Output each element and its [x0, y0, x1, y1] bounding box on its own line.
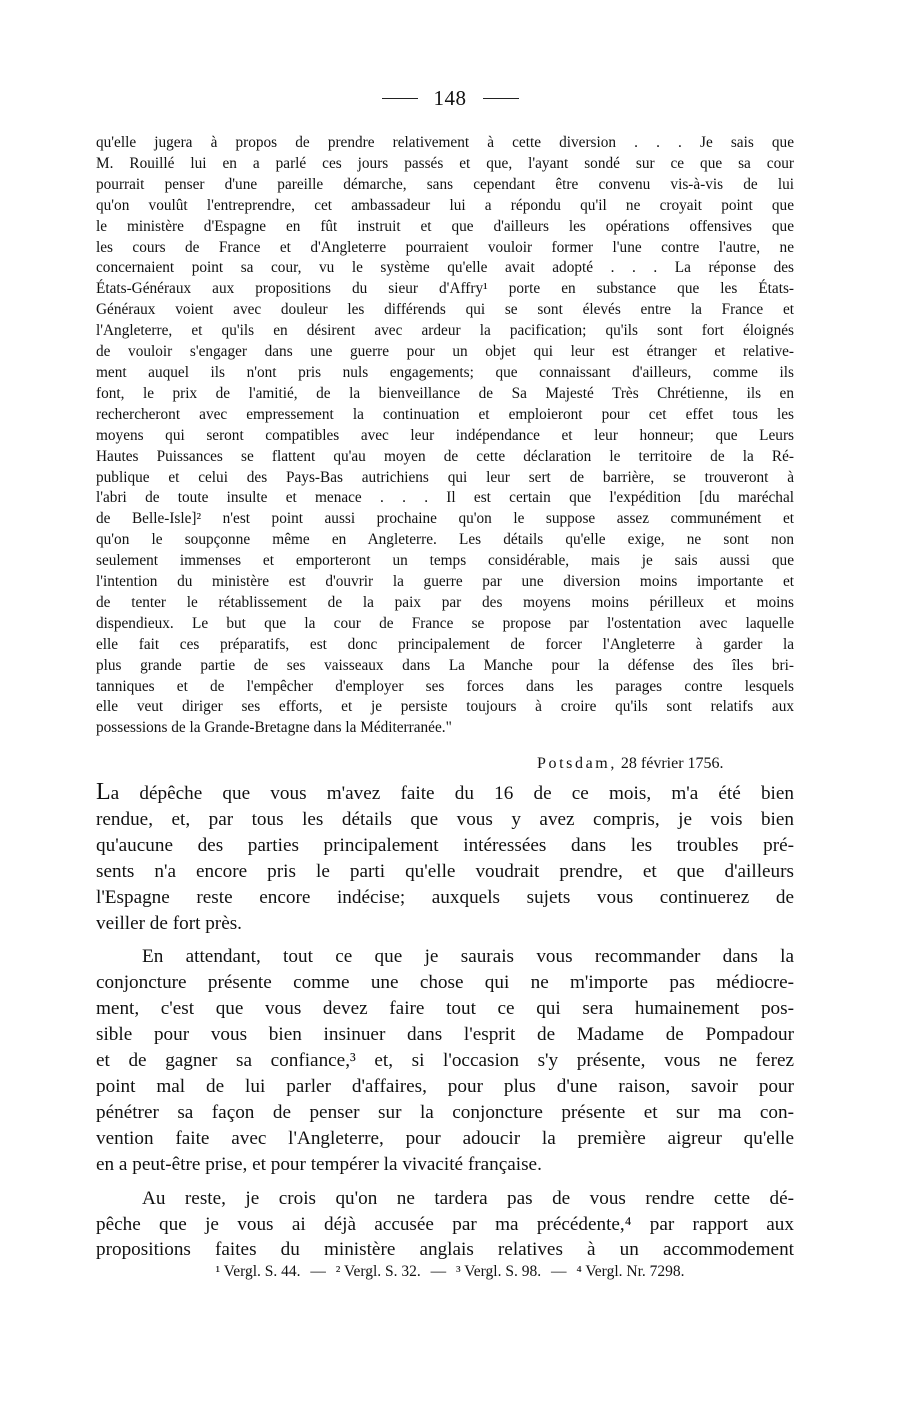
letter-body: [96, 780, 794, 1263]
footnote: ³ Vergl. S. 98.: [456, 1263, 542, 1280]
quote-line: ment auquel ils n'ont pris nuls engagements; que connaissant d'ailleurs, comme ils: [96, 363, 794, 381]
quote-line: tanniques et de l'empêcher d'employer ses forces dans les parages contre lesquels: [96, 677, 794, 695]
body-line: propositions faites du ministère anglais relatives à un accommodement: [96, 1239, 794, 1261]
footnote-separator: —: [550, 1263, 567, 1280]
body-line: en a peut-être prise, et pour tempérer la vivacité française.: [96, 1153, 542, 1175]
body-line: rendue, et, par tous les détails que vous y avez compris, je vois bien: [96, 808, 794, 830]
body-line: pénétrer sa façon de penser sur la conjoncture présente et sur ma con-: [96, 1101, 794, 1123]
letter-dateline: [537, 754, 797, 774]
quote-line: seulement immenses et emporteront un temps considérable, mais je sais aussi que: [96, 552, 794, 570]
quote-line: possessions de la Grande-Bretagne dans la Méditerranée.": [96, 719, 452, 737]
body-line: et de gagner sa confiance,³ et, si l'occasion s'y présente, vous ne ferez: [96, 1050, 794, 1072]
body-line: vention faite avec l'Angleterre, pour adoucir la première aigreur qu'elle: [96, 1127, 794, 1149]
quote-line: elle veut diriger ses efforts, et je persiste toujours à croire qu'ils sont relatifs aux: [96, 698, 794, 716]
header-rule-left: [382, 98, 418, 99]
body-line: [96, 780, 794, 807]
footnotes: [0, 1262, 900, 1282]
body-line: qu'aucune des parties principalement intéressées dans les troubles pré-: [96, 834, 794, 856]
paragraph-gap: [96, 936, 794, 944]
quote-line: de vouloir s'engager dans une guerre pour un objet qui leur est étranger et relative-: [96, 343, 794, 361]
quote-line: qu'on voulût l'entreprendre, cet ambassadeur lui a répondu qu'il ne croyait point que: [96, 196, 794, 214]
drop-cap: L: [96, 779, 111, 805]
quote-line: elle fait ces préparatifs, est donc principalement de forcer l'Angleterre à garder la: [96, 635, 794, 653]
footnote: ¹ Vergl. S. 44.: [215, 1263, 301, 1280]
body-line: En attendant, tout ce que je saurais vous recommander dans la: [142, 946, 794, 968]
quote-line: pourrait penser d'une pareille démarche, sans cependant être convenu vis-à-vis de lui: [96, 175, 794, 193]
quote-line: concernaient point sa cour, vu le système qu'elle avait adopté . . . La réponse des: [96, 259, 794, 277]
quote-line: de tenter le rétablissement de la paix par des moyens moins périlleux et moins: [96, 593, 794, 611]
quote-line: l'intention du ministère est d'ouvrir la guerre par une diversion moins importante et: [96, 573, 794, 591]
paragraph-gap: [96, 1178, 794, 1186]
quote-line: de Belle-Isle]² n'est point aussi prochaine qu'on le suppose assez communément et: [96, 510, 794, 528]
quote-line: l'Angleterre, et qu'ils en désirent avec ardeur la pacification; qu'ils sont fort éloignés: [96, 322, 794, 340]
quote-line: qu'elle jugera à propos de prendre relativement à cette diversion . . . Je sais que: [96, 134, 794, 151]
footnote-separator: —: [310, 1263, 326, 1280]
body-line: Au reste, je crois qu'on ne tardera pas de vous rendre cette dé-: [142, 1187, 794, 1209]
header-rule-right: [483, 98, 519, 99]
page-header: [0, 86, 900, 111]
body-line: conjoncture présente comme une chose qui ne m'importe pas médiocre-: [96, 972, 794, 994]
body-line: point mal de lui parler d'affaires, pour plus d'une raison, savoir pour: [96, 1075, 794, 1097]
body-line: veiller de fort près.: [96, 912, 242, 934]
quote-line: font, le prix de l'amitié, de la bienveillance de Sa Majesté Très Chrétienne, ils en: [96, 384, 794, 402]
page-number: 148: [433, 86, 467, 110]
quote-line: Généraux voient avec douleur les différends qui se sont élevés entre la France et: [96, 301, 794, 319]
quote-line: le ministère d'Espagne en fût instruit et que d'ailleurs les opérations offensives que: [96, 217, 794, 235]
body-line: sible pour vous bien insinuer dans l'esprit de Madame de Pompadour: [96, 1024, 794, 1046]
body-line-text: a dépêche que vous m'avez faite du 16 de ce mois, m'a été bien: [110, 783, 794, 804]
quote-line: moyens qui seront compatibles avec leur indépendance et leur honneur; que Leurs: [96, 426, 794, 444]
quote-line: qu'on le soupçonne même en Angleterre. Les détails qu'elle exige, ne sont non: [96, 531, 794, 549]
body-line: l'Espagne reste encore indécise; auxquels sujets vous continuerez de: [96, 886, 794, 908]
quote-line: les cours de France et d'Angleterre pourraient vouloir former l'une contre l'autre, ne: [96, 238, 794, 256]
quote-line: plus grande partie de ses vaisseaux dans La Manche pour la défense des îles bri-: [96, 656, 794, 674]
body-line: pêche que je vous ai déjà accusée par ma précédente,⁴ par rapport aux: [96, 1213, 794, 1235]
quote-line: rechercheront avec empressement la continuation et emploieront pour cet effet tous les: [96, 405, 794, 423]
quote-line: États-Généraux aux propositions du sieur d'Affry¹ porte en substance que les États-: [96, 280, 794, 298]
footnote-separator: —: [430, 1263, 447, 1280]
dateline-date: 28 février 1756.: [620, 755, 724, 772]
quote-line: M. Rouillé lui en a parlé ces jours passés et que, l'ayant sondé sur ce que sa cour: [96, 154, 794, 172]
dateline-place: Potsdam,: [537, 755, 617, 772]
body-line: sents n'a encore pris le parti qu'elle voudrait prendre, et que d'ailleurs: [96, 860, 794, 882]
quote-line: l'abri de toute insulte et menace . . . Il est certain que l'expédition [du maréchal: [96, 489, 794, 507]
quote-line: publique et celui des Pays-Bas autrichiens qui leur sert de barrière, se trouveront à: [96, 468, 794, 486]
quote-line: Hautes Puissances se flattent qu'au moyen de cette déclaration le territoire de la Ré-: [96, 447, 794, 465]
quote-line: dispendieux. Le but que la cour de France se propose par l'ostentation avec laquelle: [96, 614, 794, 632]
footnote: ² Vergl. S. 32.: [335, 1263, 421, 1280]
footnote: ⁴ Vergl. Nr. 7298.: [576, 1263, 685, 1280]
quoted-report: [96, 133, 794, 739]
body-line: ment, c'est que vous devez faire tout ce qui sera humainement pos-: [96, 998, 794, 1020]
